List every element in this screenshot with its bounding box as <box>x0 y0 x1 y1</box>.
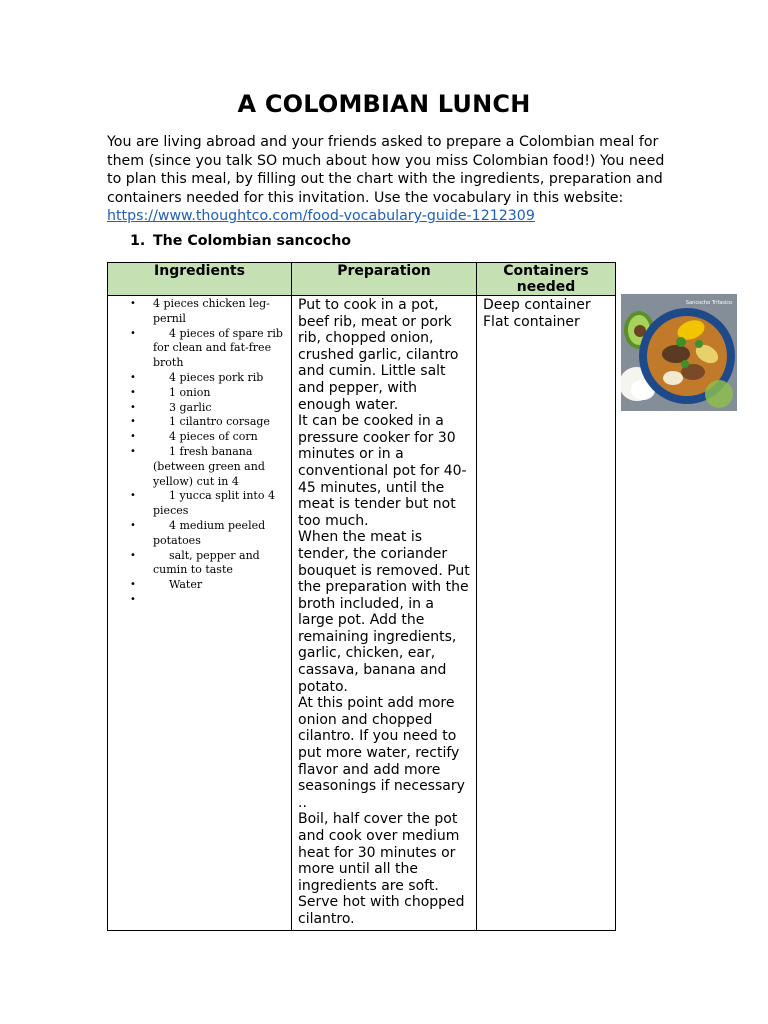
sancocho-photo <box>621 294 737 411</box>
ingredients-cell <box>108 296 292 931</box>
ingredient-item: • 4 pieces of spare rib for clean and fat-free broth <box>108 327 287 371</box>
section-number: 1. <box>130 233 146 249</box>
container-item: Flat container <box>483 313 580 330</box>
ingredient-item: • 4 pieces chicken leg-pernil <box>108 297 287 327</box>
sancocho-image <box>621 294 737 411</box>
containers-cell <box>477 296 616 931</box>
prep-paragraph: When the meat is tender, the coriander bouquet is removed. Put the preparation with the broth included, in a large pot. Add the remaining ingredients, garlic, chicken, ear, cassava, banana and potato. <box>298 529 470 695</box>
header-containers: Containers needed <box>477 263 616 296</box>
meal-chart <box>107 262 616 931</box>
ingredient-item-empty <box>108 593 287 608</box>
vocabulary-link[interactable]: https://www.thoughtco.com/food-vocabulary-guide-1212309 <box>107 208 535 224</box>
ingredients-list <box>108 297 287 608</box>
container-item: Deep container <box>483 297 591 313</box>
intro-paragraph <box>107 133 667 226</box>
section-heading <box>130 233 351 249</box>
ingredient-item: • 1 yucca split into 4 pieces <box>108 489 287 519</box>
prep-paragraph: At this point add more onion and chopped cilantro. If you need to put more water, rectify flavor and add more seasonings if necessary .. <box>298 695 465 811</box>
ingredient-item: • 1 cilantro corsage <box>108 415 287 430</box>
header-preparation: Preparation <box>292 263 477 296</box>
header-ingredients: Ingredients <box>108 263 292 296</box>
intro-text: You are living abroad and your friends asked to prepare a Colombian meal for them (since you talk SO much about how you miss Colombian food!) You need to plan this meal, by filling out the chart with the ingredients, preparation and containers needed for this invitation. Use the vocabulary in this website: <box>107 134 665 206</box>
prep-paragraph: Put to cook in a pot, beef rib, meat or pork rib, chopped onion, crushed garlic, cilantro and cumin. Little salt and pepper, with enough water. <box>298 297 459 413</box>
prep-paragraph: It can be cooked in a pressure cooker for 30 minutes or in a conventional pot for 40-45 minutes, until the meat is tender but not too much. <box>298 413 467 529</box>
ingredient-item: • salt, pepper and cumin to taste <box>108 549 287 579</box>
chart-row <box>108 296 616 931</box>
ingredient-item: • 1 onion <box>108 386 287 401</box>
ingredient-item: • 4 pieces of corn <box>108 430 287 445</box>
photo-caption: Sancocho Trifasico <box>685 300 733 306</box>
ingredient-item: • 3 garlic <box>108 401 287 416</box>
preparation-cell <box>292 296 477 931</box>
prep-paragraph: Serve hot with chopped cilantro. <box>298 894 465 927</box>
ingredient-item: • 4 medium peeled potatoes <box>108 519 287 549</box>
ingredient-item: • 1 fresh banana (between green and yellow) cut in 4 <box>108 445 287 489</box>
ingredient-item: • Water <box>108 578 287 593</box>
page-title: A COLOMBIAN LUNCH <box>237 90 531 118</box>
chart-header-row <box>108 263 616 296</box>
prep-paragraph: Boil, half cover the pot and cook over medium heat for 30 minutes or more until all the ingredients are soft. <box>298 811 460 894</box>
ingredient-item: • 4 pieces pork rib <box>108 371 287 386</box>
section-label: The Colombian sancocho <box>153 233 352 249</box>
